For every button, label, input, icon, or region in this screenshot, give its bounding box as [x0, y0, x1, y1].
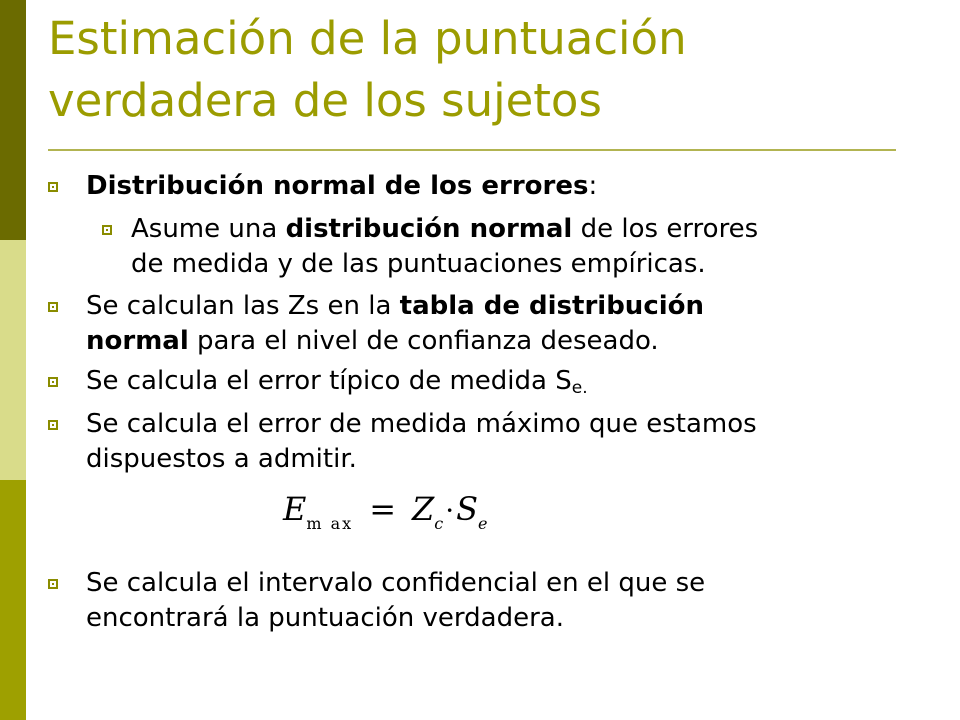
bullet-text: Se calcula el error típico de medida S: [86, 366, 572, 396]
subscript-text: e.: [571, 378, 588, 398]
subbullet-normal-distribution: [131, 212, 931, 282]
bullet-square-icon: [102, 225, 112, 235]
title-divider: [48, 149, 896, 151]
bullet-text: Se calculan las Zs en la: [86, 291, 400, 321]
sidebar-band-middle: [0, 240, 26, 480]
bullet-square-icon: [48, 182, 58, 192]
bullet-confidence-interval: [86, 566, 936, 636]
formula-z-subscript: c: [434, 514, 444, 533]
formula-s-subscript: e: [478, 514, 488, 533]
sidebar-decoration: [0, 0, 26, 720]
formula-s: S: [456, 490, 479, 528]
bullet-text: :: [588, 171, 598, 201]
bullet-standard-error: [86, 364, 936, 399]
max-error-formula: [283, 490, 488, 540]
formula-z: Z: [412, 490, 435, 528]
bullet-max-error: [86, 407, 936, 477]
bullet-square-icon: [48, 302, 58, 312]
sidebar-band-bottom: [0, 480, 26, 720]
title-line-2: verdadera de los sujetos: [48, 74, 602, 127]
bullet-square-icon: [48, 377, 58, 387]
bullet-text: Se calcula el error de medida máximo que estamos: [86, 409, 757, 439]
bullet-text: para el nivel de confianza deseado.: [188, 326, 659, 356]
bullet-bold-text: tabla de distribución: [399, 291, 705, 321]
bullet-text: de medida y de las puntuaciones empíricas.: [131, 249, 706, 279]
title-line-1: Estimación de la puntuación: [48, 12, 687, 65]
bullet-bold-text: distribución normal: [285, 214, 573, 244]
slide-title: [48, 8, 928, 132]
formula-e: E: [283, 490, 307, 528]
sidebar-band-top: [0, 0, 26, 240]
bullet-text: encontrará la puntuación verdadera.: [86, 603, 564, 633]
bullet-errors-distribution: [86, 169, 936, 204]
formula-dot: ·: [445, 494, 455, 527]
bullet-text: de los errores: [572, 214, 759, 244]
formula-equals: =: [369, 490, 396, 528]
bullet-square-icon: [48, 579, 58, 589]
bullet-bold-text: normal: [86, 326, 189, 356]
bullet-z-table: [86, 289, 936, 359]
bullet-square-icon: [48, 420, 58, 430]
bullet-text: Se calcula el intervalo confidencial en el que se: [86, 568, 706, 598]
bullet-text: Asume una: [131, 214, 286, 244]
formula-e-subscript: m ax: [306, 514, 354, 533]
bullet-text: dispuestos a admitir.: [86, 444, 357, 474]
bullet-bold-text: Distribución normal de los errores: [86, 171, 589, 201]
